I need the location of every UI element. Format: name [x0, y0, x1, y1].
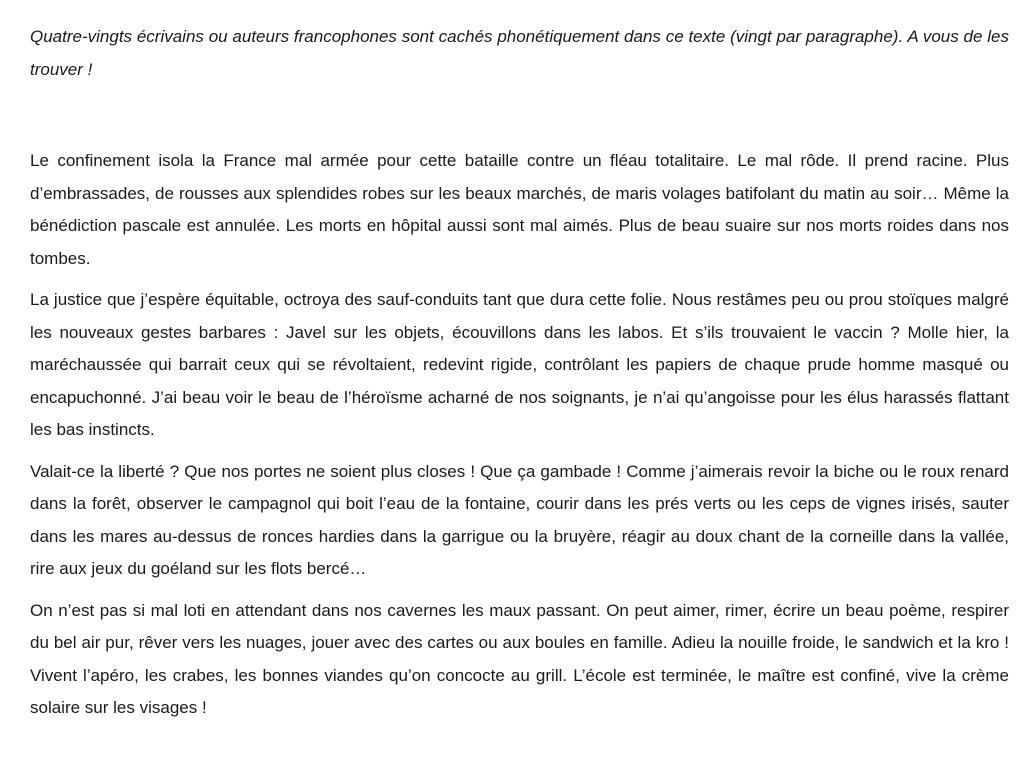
paragraph-2: La justice que j’espère équitable, octroya des sauf-conduits tant que dura cette folie. Nous restâmes peu ou prou stoïques malgré les nouveaux gestes barbares : Javel sur les objets, écouvillons dans les labos. Et s’ils trouvaient le vaccin ? Molle hier, la maréchaussée qui barrait ceux qui se révoltaient, redevint rigide, contrôlant les papiers de chaque prude homme masqué ou encapuchonné. J’ai beau voir le beau de l’héroïsme acharné de nos soignants, je n’ai qu’angoisse pour les élus harassés flattant les bas instincts.	[30, 290, 1009, 439]
paragraph-4: On n’est pas si mal loti en attendant dans nos cavernes les maux passant. On peut aimer, rimer, écrire un beau poème, respirer du bel air pur, rêver vers les nuages, jouer avec des cartes ou aux boules en famille. Adieu la nouille froide, le sandwich et la kro ! Vivent l’apéro, les crabes, les bonnes viandes qu’on concocte au grill. L’école est terminée, le maître est confiné, vive la crème solaire sur les visages !	[30, 600, 1009, 717]
paragraph-1: Le confinement isola la France mal armée pour cette bataille contre un fléau totalitaire. Le mal rôde. Il prend racine. Plus d’embrassades, de rousses aux splendides robes sur les beaux marchés, de maris volages batifolant du matin au soir… Même la bénédiction pascale est annulée. Les morts en hôpital aussi sont mal aimés. Plus de beau suaire sur nos morts roides dans nos tombes.	[30, 151, 1009, 268]
document-page	[30, 0, 1009, 725]
intro-instructions: Quatre-vingts écrivains ou auteurs francophones sont cachés phonétiquement dans ce texte (vingt par paragraphe). A vous de les trouver !	[30, 27, 1009, 79]
paragraph-3: Valait-ce la liberté ? Que nos portes ne soient plus closes ! Que ça gambade ! Comme j’aimerais revoir la biche ou le roux renard dans la forêt, observer le campagnol qui boit l’eau de la fontaine, courir dans les prés verts ou les ceps de vignes irisés, sauter dans les mares au-dessus de ronces hardies dans la garrigue ou la bruyère, réagir au doux chant de la corneille dans la vallée, rire aux jeux du goéland sur les flots bercé…	[30, 461, 1009, 578]
